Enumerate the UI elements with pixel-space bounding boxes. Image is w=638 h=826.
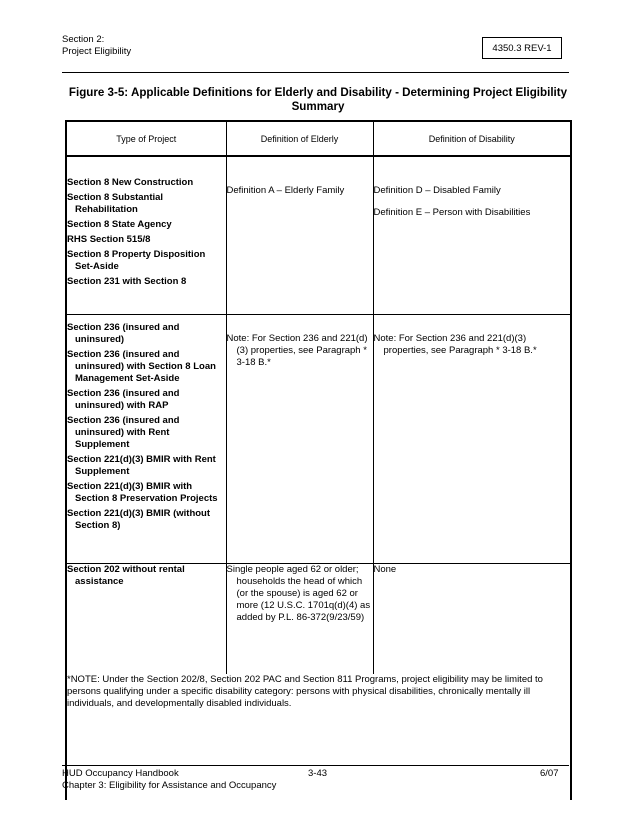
column-header-type: Type of Project <box>66 121 226 156</box>
section-title: Project Eligibility <box>62 46 132 57</box>
project-type: Section 8 Property Disposition Set-Aside <box>67 249 206 272</box>
disability-note: Note: For Section 236 and 221(d)(3) properties, see Paragraph * 3-18 B.* <box>373 333 537 356</box>
footer-handbook: HUD Occupancy Handbook <box>62 768 179 779</box>
table-note: *NOTE: Under the Section 202/8, Section 202 PAC and Section 811 Programs, project eligibility may be limited to persons qualifying under a specific disability category: persons with physical disabilities, chronically mentally ill individuals, and developmentally disabled individuals. <box>67 674 543 709</box>
document-number-box: 4350.3 REV-1 <box>482 37 562 59</box>
project-type: Section 221(d)(3) BMIR (without Section 8) <box>67 508 211 531</box>
header-rule <box>62 72 569 73</box>
project-type: Section 8 New Construction <box>67 177 194 188</box>
project-type: Section 236 (insured and uninsured) with RAP <box>67 388 180 411</box>
figure-title-line-1: Figure 3-5: Applicable Definitions for Elderly and Disability - Determining Project Eligibility <box>68 86 568 99</box>
disability-definition-cell <box>373 156 571 315</box>
definitions-table <box>65 120 572 800</box>
table-row <box>66 156 571 315</box>
elderly-definition-cell <box>226 156 373 315</box>
elderly-definition: Single people aged 62 or older; households the head of which (or the spouse) is aged 62 or more (12 U.S.C. 1701q(d)(4) as added by P.L. 86-372(9/23/59) <box>226 564 371 623</box>
elderly-definition-cell <box>226 315 373 564</box>
footer-date: 6/07 <box>540 768 559 779</box>
table-header-row <box>66 121 571 156</box>
project-types-cell <box>66 315 226 564</box>
footer-page-number: 3-43 <box>308 768 328 779</box>
project-type: Section 231 with Section 8 <box>67 276 187 287</box>
project-types-cell <box>66 156 226 315</box>
project-type: Section 221(d)(3) BMIR with Rent Supplement <box>67 454 216 477</box>
project-type: RHS Section 515/8 <box>67 234 151 245</box>
disability-definition-cell <box>373 564 571 675</box>
table-row <box>66 564 571 675</box>
elderly-definition-cell <box>226 564 373 675</box>
column-header-elderly: Definition of Elderly <box>226 121 373 156</box>
disability-definition: Definition D – Disabled Family <box>373 185 501 196</box>
section-number: Section 2: <box>62 34 105 45</box>
footer-rule <box>62 765 569 766</box>
disability-definition: Definition E – Person with Disabilities <box>373 207 531 218</box>
running-header <box>62 34 131 58</box>
project-type: Section 8 State Agency <box>67 219 172 230</box>
project-type: Section 236 (insured and uninsured) with Rent Supplement <box>67 415 180 450</box>
footer-chapter: Chapter 3: Eligibility for Assistance and Occupancy <box>62 780 277 791</box>
project-types-cell <box>66 564 226 675</box>
project-type: Section 236 (insured and uninsured) with Section 8 Loan Management Set-Aside <box>67 349 216 384</box>
table-row <box>66 315 571 564</box>
project-type: Section 221(d)(3) BMIR with Section 8 Preservation Projects <box>67 481 218 504</box>
column-header-disability: Definition of Disability <box>373 121 571 156</box>
elderly-definition: Definition A – Elderly Family <box>226 185 345 196</box>
elderly-note: Note: For Section 236 and 221(d)(3) properties, see Paragraph * 3-18 B.* <box>226 333 368 368</box>
project-type: Section 202 without rental assistance <box>67 564 185 587</box>
project-type: Section 236 (insured and uninsured) <box>67 322 180 345</box>
figure-title <box>66 86 570 114</box>
disability-definition: None <box>373 564 397 575</box>
disability-definition-cell <box>373 315 571 564</box>
figure-title-line-2: Summary <box>291 100 345 113</box>
project-type: Section 8 Substantial Rehabilitation <box>67 192 164 215</box>
